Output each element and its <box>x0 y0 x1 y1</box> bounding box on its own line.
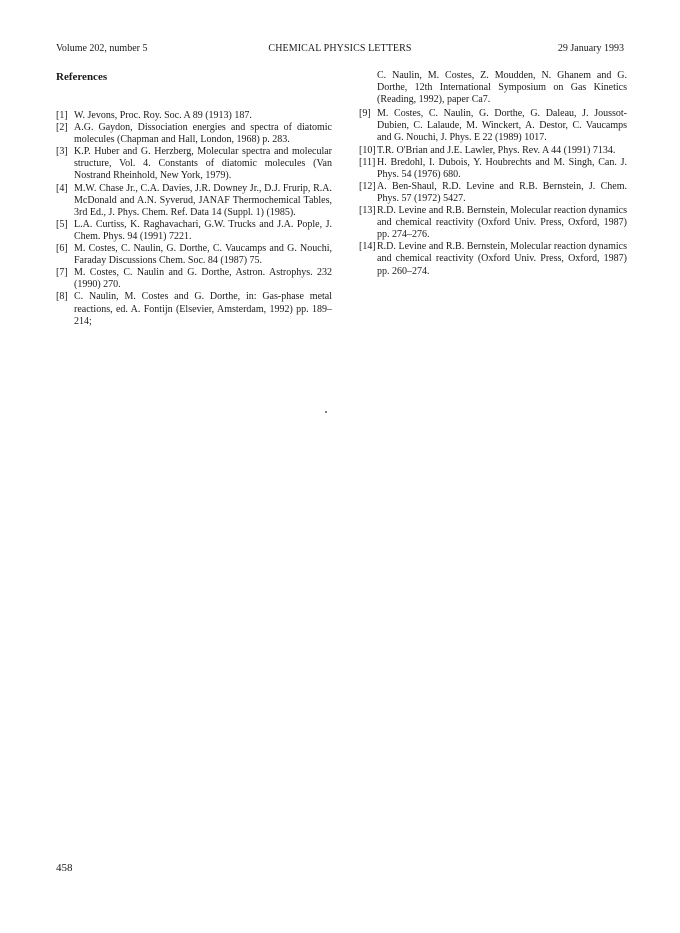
reference-text: W. Jevons, Proc. Roy. Soc. A 89 (1913) 187. <box>74 110 252 121</box>
reference-item-9 <box>359 108 627 144</box>
reference-item-5 <box>56 219 332 243</box>
reference-text: T.R. O'Brian and J.E. Lawler, Phys. Rev. A 44 (1991) 7134. <box>377 144 616 156</box>
reference-item-4 <box>56 183 332 219</box>
page-number: 458 <box>56 862 73 874</box>
reference-text: A.G. Gaydon, Dissociation energies and spectra of diatomic molecules (Chapman and Hall, London, 1968) p. 283. <box>74 122 332 146</box>
reference-text: C. Naulin, M. Costes and G. Dorthe, in: Gas-phase metal reactions, ed. A. Fontijn (Elsevier, Amsterdam, 1992) pp. 189–214; <box>74 291 332 327</box>
reference-number: [8] <box>56 291 68 303</box>
reference-number: [10] <box>359 144 376 156</box>
references-right-column <box>359 70 627 278</box>
reference-number: [7] <box>56 267 68 279</box>
reference-item-2 <box>56 122 332 146</box>
reference-text: H. Bredohl, I. Dubois, Y. Houbrechts and M. Singh, Can. J. Phys. 54 (1976) 680. <box>377 156 627 180</box>
reference-text: M. Costes, C. Naulin, G. Dorthe, G. Daleau, J. Joussot-Dubien, C. Lalaude, M. Winckert, A. Destor, C. Vaucamps and G. Nouchi, J. Phys. E 22 (1989) 1017. <box>377 108 627 144</box>
reference-list-right <box>359 108 627 277</box>
reference-number: [3] <box>56 146 68 158</box>
reference-item-8 <box>56 291 332 327</box>
reference-number: [2] <box>56 122 68 134</box>
reference-item-3 <box>56 146 332 182</box>
reference-text: M.W. Chase Jr., C.A. Davies, J.R. Downey Jr., D.J. Frurip, R.A. McDonald and A.N. Syverud, JANAF Thermochemical Tables, 3rd Ed., J. Phys. Chem. Ref. Data 14 (Suppl. 1) (1985). <box>74 182 332 218</box>
reference-text: A. Ben-Shaul, R.D. Levine and R.B. Bernstein, J. Chem. Phys. 57 (1972) 5427. <box>377 180 627 204</box>
reference-item-1 <box>56 110 332 122</box>
reference-text: L.A. Curtiss, K. Raghavachari, G.W. Trucks and J.A. Pople, J. Chem. Phys. 94 (1991) 7221. <box>74 218 332 242</box>
reference-number: [5] <box>56 218 68 230</box>
reference-item-6 <box>56 243 332 267</box>
reference-number: [9] <box>359 108 371 120</box>
reference-item-11 <box>359 157 627 181</box>
reference-text: R.D. Levine and R.B. Bernstein, Molecular reaction dynamics and chemical reactivity (Oxford Univ. Press, Oxford, 1987) pp. 274–276. <box>377 205 627 241</box>
reference-number: [14] <box>359 241 376 253</box>
reference-text: K.P. Huber and G. Herzberg, Molecular spectra and molecular structure, Vol. 4. Constants of diatomic molecules (Van Nostrand Rheinhold, New York, 1979). <box>74 146 332 182</box>
reference-item-7 <box>56 267 332 291</box>
stray-dot <box>325 411 327 413</box>
reference-item-10 <box>359 145 627 157</box>
reference-number: [4] <box>56 182 68 194</box>
reference-number: [12] <box>359 180 376 192</box>
references-heading: References <box>56 71 108 83</box>
reference-number: [6] <box>56 243 68 255</box>
publication-date: 29 January 1993 <box>557 43 624 54</box>
journal-volume: Volume 202, number 5 <box>56 43 148 54</box>
running-header <box>56 42 624 56</box>
reference-text: M. Costes, C. Naulin, G. Dorthe, C. Vaucamps and G. Nouchi, Faraday Discussions Chem. Soc. 84 (1987) 75. <box>74 243 332 267</box>
reference-number: [13] <box>359 205 376 217</box>
reference-list-left <box>56 110 332 328</box>
references-left-column <box>56 70 332 328</box>
journal-title: CHEMICAL PHYSICS LETTERS <box>268 43 412 54</box>
reference-text: R.D. Levine and R.B. Bernstein, Molecular reaction dynamics and chemical reactivity (Oxford Univ. Press, Oxford, 1987) pp. 260–274. <box>377 241 627 277</box>
reference-item-13 <box>359 205 627 241</box>
reference-item-14 <box>359 241 627 277</box>
reference-item-12 <box>359 181 627 205</box>
reference-item-8-continuation: C. Naulin, M. Costes, Z. Moudden, N. Ghanem and G. Dorthe, 12th International Symposium on Gas Kinetics (Reading, 1992), paper Ca7. <box>377 70 627 106</box>
reference-number: [1] <box>56 110 68 121</box>
reference-number: [11] <box>359 156 376 168</box>
reference-text: M. Costes, C. Naulin and G. Dorthe, Astron. Astrophys. 232 (1990) 270. <box>74 267 332 291</box>
